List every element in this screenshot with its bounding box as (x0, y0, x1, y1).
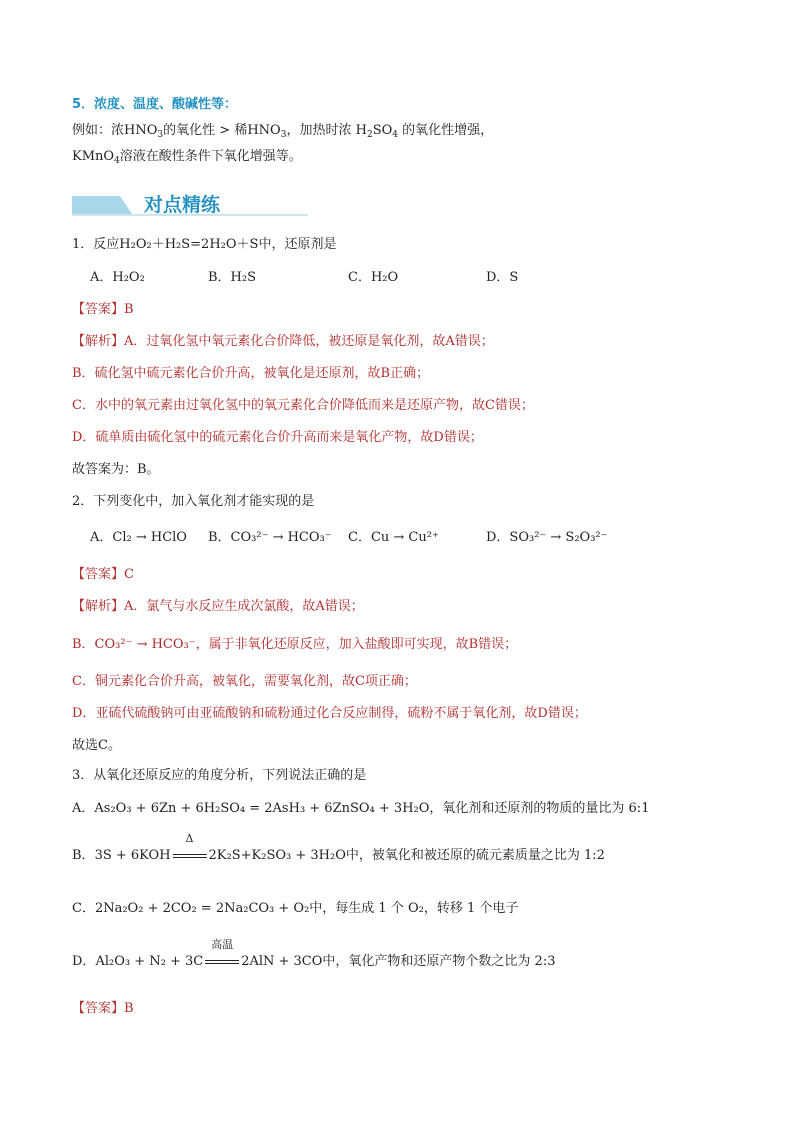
answer-label: 【答案】 (72, 1001, 125, 1016)
text: 4 (114, 156, 120, 166)
option-label: C． (72, 901, 95, 916)
text: 中，每生成 1 个 O₂，转移 1 个电子 (309, 901, 519, 916)
option-label: B． (72, 848, 95, 863)
equation: 2K₂S+K₂SO₃ + 3H₂O (208, 848, 346, 863)
q1-conclusion: 故答案为：B。 (72, 462, 160, 477)
section-banner (72, 190, 308, 218)
q2-analysis-3: C．铜元素化合价升高，被氧化，需要氧化剂，故C项正确； (72, 674, 417, 689)
q1-option-c: C．H₂O (348, 270, 399, 285)
text: 3 (280, 130, 287, 140)
text: HNO (124, 123, 158, 138)
option-label: A． (72, 801, 95, 816)
q3-option-c (72, 900, 518, 918)
q2-analysis-2: B．CO₃²⁻ → HCO₃⁻，属于非氧化还原反应，加入盐酸即可实现，故B错误； (72, 637, 518, 652)
q3-answer (72, 1000, 134, 1018)
text: 1．反应 (72, 237, 120, 252)
text: ，氧化剂和还原剂的物质的量比为 6:1 (429, 801, 650, 816)
text: 2 (366, 130, 373, 140)
q2-option-d: D．SO₃²⁻ → S₂O₃²⁻ (486, 530, 608, 545)
text: 3 (157, 130, 164, 140)
banner-title: 对点精练 (144, 194, 221, 216)
text: 稀 (234, 123, 248, 138)
answer-value: B (124, 302, 134, 317)
equation: Al₂O₃ + N₂ + 3C (95, 954, 204, 969)
text: > (219, 123, 231, 138)
equation: H₂O₂＋H₂S=2H₂O＋S (119, 237, 259, 252)
equation: As₂O₃ + 6Zn + 6H₂SO₄ = 2AsH₃ + 6ZnSO₄ + 3H₂O (94, 801, 430, 816)
condition-text: Δ (185, 832, 194, 845)
q3-option-d (72, 938, 556, 971)
q2-option-b: B．CO₃²⁻ → HCO₃⁻ (208, 530, 332, 545)
q1-stem (72, 236, 336, 254)
q3-stem: 3．从氧化还原反应的角度分析，下列说法正确的是 (72, 768, 367, 783)
text: 例如：浓 (72, 123, 125, 138)
answer-label: 【答案】 (72, 302, 125, 317)
condition-text: 高温 (211, 938, 234, 951)
q2-answer (72, 566, 134, 584)
text: SO (372, 123, 393, 138)
banner-bar (72, 196, 132, 214)
example-line-2 (72, 148, 302, 170)
answer-label: 【答案】 (72, 567, 125, 582)
option-label: D． (72, 954, 96, 969)
answer-value: C (124, 567, 134, 582)
text: 4 (392, 130, 398, 140)
text: KMnO (72, 149, 115, 164)
q2-analysis-4: D．亚硫代硫酸钠可由亚硫酸钠和硫粉通过化合反应制得，硫粉不属于氧化剂，故D错误； (72, 706, 587, 721)
q1-answer (72, 301, 134, 319)
q1-analysis-3: C．水中的氧元素由过氧化氢中的氧元素化合价降低而来是还原产物，故C错误； (72, 398, 534, 413)
text: H (355, 123, 367, 138)
q2-option-a: A．Cl₂ → HClO (90, 530, 187, 545)
text: HNO (247, 123, 281, 138)
q2-conclusion: 故选C。 (72, 738, 121, 753)
text: 溶液在酸性条件下氧化增强等。 (119, 149, 302, 164)
q1-option-b: B．H₂S (208, 270, 257, 285)
reaction-condition (171, 832, 209, 865)
text: ，加热时浓 (286, 123, 352, 138)
q1-analysis-2: B．硫化氢中硫元素化合价升高，被氧化是还原剂，故B正确； (72, 366, 430, 381)
text: A．氯气与水反应生成次氯酸，故A错误； (124, 599, 364, 614)
q2-analysis-1 (72, 598, 364, 616)
q1-analysis-4: D．硫单质由硫化氢中的硫元素化合价升高而来是氧化产物，故D错误； (72, 430, 483, 445)
equation: 2AlN + 3CO (241, 954, 323, 969)
section-heading: 5．浓度、温度、酸碱性等： (72, 97, 238, 112)
answer-value: B (124, 1001, 134, 1016)
q3-option-a (72, 800, 649, 818)
equation: 2Na₂O₂ + 2CO₂ = 2Na₂CO₃ + O₂ (94, 901, 310, 916)
text: 中，氧化产物和还原产物个数之比为 2:3 (322, 954, 556, 969)
q1-option-d: D．S (486, 270, 519, 285)
q2-stem: 2．下列变化中，加入氧化剂才能实现的是 (72, 494, 315, 509)
q1-options (90, 269, 518, 287)
q1-analysis-1 (72, 333, 494, 351)
q2-options (90, 529, 608, 547)
q3-option-b (72, 832, 605, 865)
text: 中，被氧化和被还原的硫元素质量之比为 1:2 (345, 848, 605, 863)
q1-option-a: A．H₂O₂ (90, 270, 145, 285)
equation: 3S + 6KOH (94, 848, 171, 863)
example-line-1 (72, 122, 493, 144)
analysis-label: 【解析】 (72, 599, 125, 614)
text: 中，还原剂是 (258, 237, 337, 252)
equals-sign (173, 854, 207, 858)
text: 的氧化性 (163, 123, 216, 138)
equals-sign (205, 960, 239, 964)
q2-option-c: C．Cu → Cu²⁺ (348, 530, 439, 545)
text: A．过氧化氢中氧元素化合价降低，被还原是氧化剂，故A错误； (124, 334, 494, 349)
text: 的氧化性增强， (402, 123, 494, 138)
reaction-condition (203, 938, 241, 971)
analysis-label: 【解析】 (72, 334, 125, 349)
